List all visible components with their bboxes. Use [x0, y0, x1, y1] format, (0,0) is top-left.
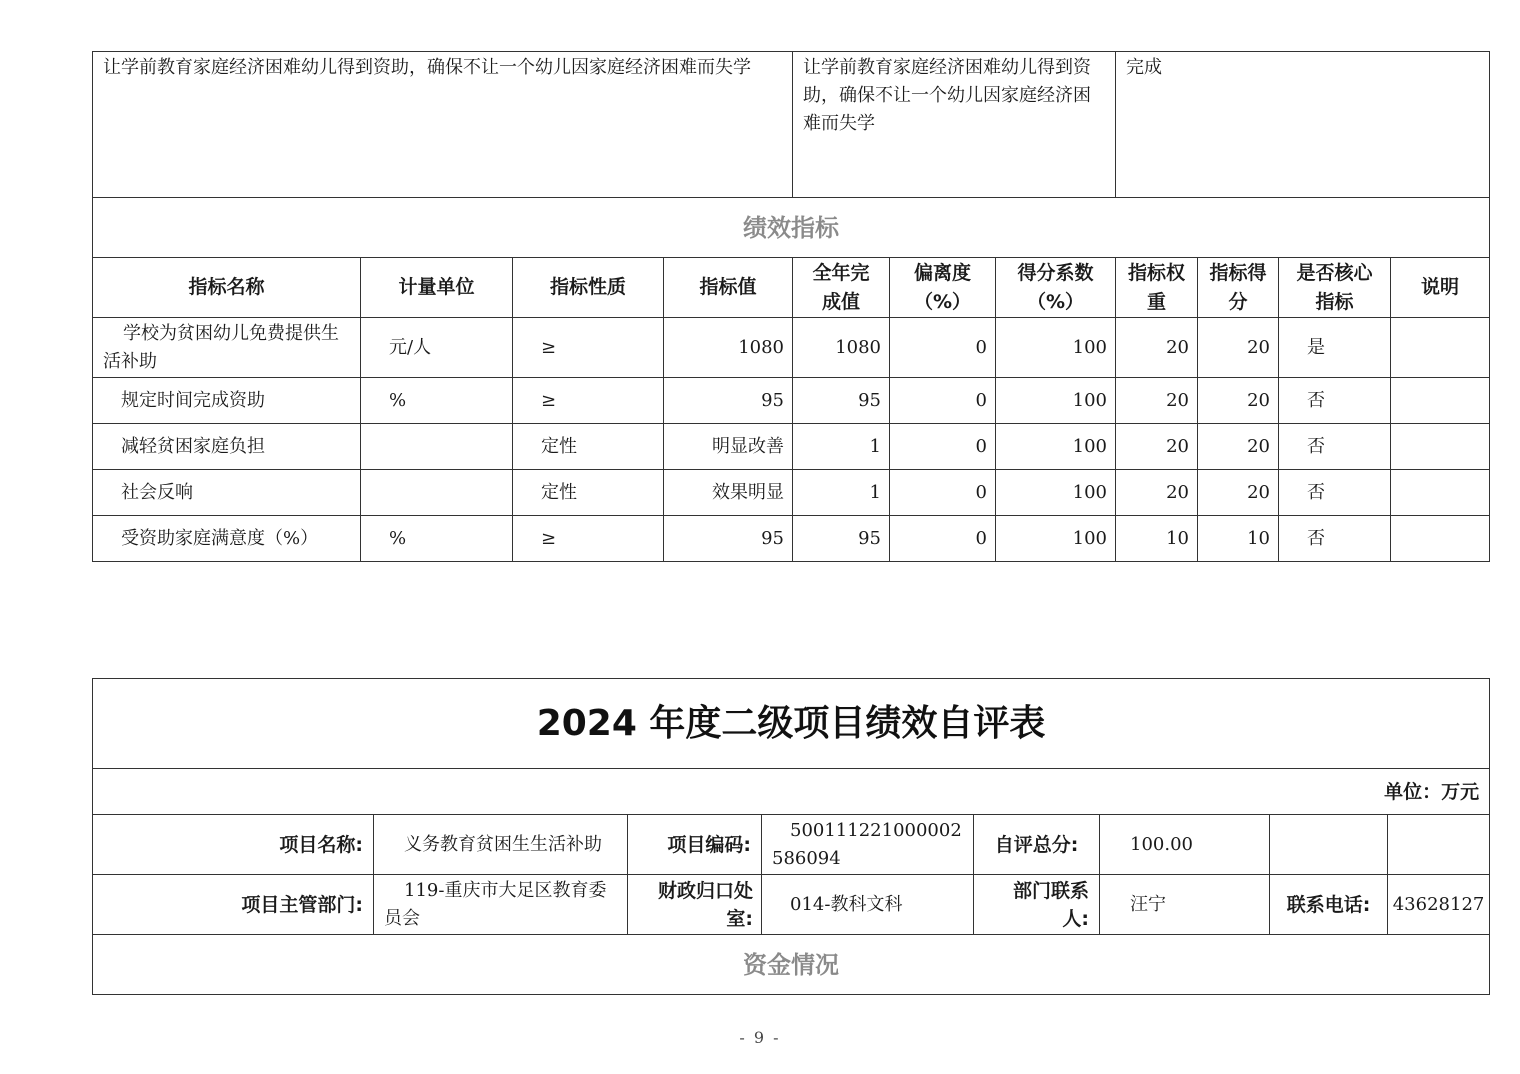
- table-row: [93, 424, 1490, 470]
- indicator-weight: 20: [1116, 378, 1198, 424]
- header-nature: 指标性质: [513, 258, 664, 318]
- indicator-note: [1391, 424, 1490, 470]
- indicator-score: 10: [1198, 516, 1279, 562]
- indicator-name: 学校为贫困幼儿免费提供生活补助: [93, 318, 361, 378]
- indicator-note: [1391, 470, 1490, 516]
- project-code-value: 500111221000002586094: [762, 815, 974, 875]
- finance-value: 014-教科文科: [762, 875, 974, 935]
- header-actual: 全年完成值: [793, 258, 890, 318]
- indicator-core: 是: [1279, 318, 1391, 378]
- phone-value: 43628127: [1388, 875, 1490, 935]
- indicator-weight: 20: [1116, 470, 1198, 516]
- indicator-coef: 100: [996, 516, 1116, 562]
- table-row: [93, 378, 1490, 424]
- indicator-score: 20: [1198, 470, 1279, 516]
- indicator-unit: %: [361, 516, 513, 562]
- indicator-unit: 元/人: [361, 318, 513, 378]
- indicator-actual: 1: [793, 470, 890, 516]
- indicator-note: [1391, 318, 1490, 378]
- form-title: 2024 年度二级项目绩效自评表: [93, 679, 1490, 769]
- indicator-name: 减轻贫困家庭负担: [93, 424, 361, 470]
- finance-label: 财政归口处室:: [628, 875, 762, 935]
- dept-value: 119-重庆市大足区教育委员会: [374, 875, 628, 935]
- indicator-deviation: 0: [890, 318, 996, 378]
- score-value: 100.00: [1100, 815, 1270, 875]
- indicator-note: [1391, 516, 1490, 562]
- indicator-name: 受资助家庭满意度（%）: [93, 516, 361, 562]
- indicator-deviation: 0: [890, 470, 996, 516]
- indicator-score: 20: [1198, 318, 1279, 378]
- goal-row: [93, 52, 1490, 198]
- indicator-score: 20: [1198, 424, 1279, 470]
- indicator-nature: ≥: [513, 516, 664, 562]
- unit-label: 单位：万元: [93, 769, 1490, 815]
- header-deviation: 偏离度（%）: [890, 258, 996, 318]
- header-note: 说明: [1391, 258, 1490, 318]
- indicator-name: 社会反响: [93, 470, 361, 516]
- indicator-core: 否: [1279, 470, 1391, 516]
- indicator-core: 否: [1279, 516, 1391, 562]
- project-code-label: 项目编码:: [628, 815, 762, 875]
- contact-value: 汪宁: [1100, 875, 1270, 935]
- indicator-unit: [361, 470, 513, 516]
- indicator-coef: 100: [996, 470, 1116, 516]
- empty-cell: [1388, 815, 1490, 875]
- indicator-nature: ≥: [513, 378, 664, 424]
- page-number: - 9 -: [739, 1028, 781, 1047]
- header-name: 指标名称: [93, 258, 361, 318]
- indicator-nature: 定性: [513, 424, 664, 470]
- indicator-actual: 1080: [793, 318, 890, 378]
- performance-section-title: 绩效指标: [93, 198, 1490, 258]
- performance-header-row: [93, 258, 1490, 318]
- indicator-nature: ≥: [513, 318, 664, 378]
- indicator-coef: 100: [996, 378, 1116, 424]
- indicator-actual: 95: [793, 378, 890, 424]
- project-info-row: [93, 815, 1490, 875]
- indicator-value: 1080: [664, 318, 793, 378]
- indicator-unit: [361, 424, 513, 470]
- indicator-actual: 1: [793, 424, 890, 470]
- indicator-weight: 20: [1116, 424, 1198, 470]
- department-info-row: [93, 875, 1490, 935]
- phone-label: 联系电话:: [1270, 875, 1388, 935]
- indicator-weight: 10: [1116, 516, 1198, 562]
- table-row: [93, 516, 1490, 562]
- indicator-note: [1391, 378, 1490, 424]
- indicator-deviation: 0: [890, 424, 996, 470]
- performance-table: [92, 51, 1490, 562]
- goal-target: 让学前教育家庭经济困难幼儿得到资助，确保不让一个幼儿因家庭经济困难而失学: [93, 52, 793, 198]
- header-score: 指标得分: [1198, 258, 1279, 318]
- indicator-deviation: 0: [890, 378, 996, 424]
- indicator-coef: 100: [996, 318, 1116, 378]
- contact-label: 部门联系人:: [974, 875, 1100, 935]
- indicator-nature: 定性: [513, 470, 664, 516]
- indicator-actual: 95: [793, 516, 890, 562]
- header-weight: 指标权重: [1116, 258, 1198, 318]
- indicator-score: 20: [1198, 378, 1279, 424]
- indicator-value: 95: [664, 516, 793, 562]
- header-core: 是否核心指标: [1279, 258, 1391, 318]
- table-row: [93, 318, 1490, 378]
- indicator-value: 明显改善: [664, 424, 793, 470]
- empty-cell: [1270, 815, 1388, 875]
- goal-actual: 让学前教育家庭经济困难幼儿得到资助，确保不让一个幼儿因家庭经济困难而失学: [793, 52, 1116, 198]
- header-coef: 得分系数（%）: [996, 258, 1116, 318]
- indicator-name: 规定时间完成资助: [93, 378, 361, 424]
- indicator-value: 95: [664, 378, 793, 424]
- indicator-core: 否: [1279, 424, 1391, 470]
- self-evaluation-form: [92, 678, 1490, 995]
- project-name-label: 项目名称:: [93, 815, 374, 875]
- score-label: 自评总分:: [974, 815, 1100, 875]
- table-row: [93, 470, 1490, 516]
- indicator-deviation: 0: [890, 516, 996, 562]
- indicator-value: 效果明显: [664, 470, 793, 516]
- dept-label: 项目主管部门:: [93, 875, 374, 935]
- indicator-unit: %: [361, 378, 513, 424]
- goal-status: 完成: [1116, 52, 1490, 198]
- header-unit: 计量单位: [361, 258, 513, 318]
- indicator-core: 否: [1279, 378, 1391, 424]
- header-value: 指标值: [664, 258, 793, 318]
- funds-section-title: 资金情况: [93, 935, 1490, 995]
- project-name-value: 义务教育贫困生生活补助: [374, 815, 628, 875]
- indicator-coef: 100: [996, 424, 1116, 470]
- indicator-weight: 20: [1116, 318, 1198, 378]
